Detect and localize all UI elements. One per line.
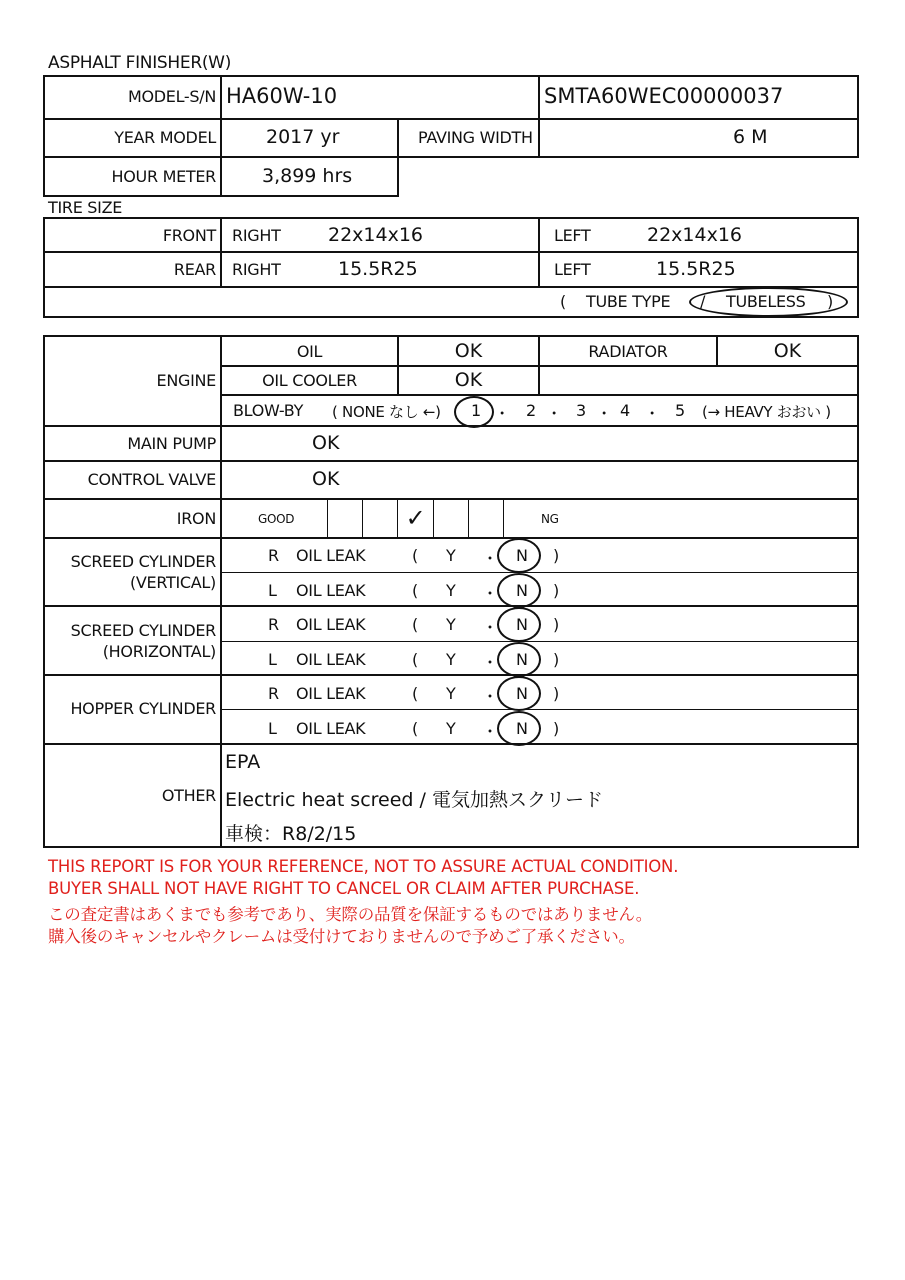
oil-leak-label: OIL LEAK: [296, 719, 366, 738]
leak-yes: Y: [446, 546, 456, 565]
blowby-level-5: 5: [675, 401, 685, 420]
blowby-label: BLOW-BY: [233, 401, 304, 420]
side-r: R: [268, 684, 279, 703]
paren-close: ): [553, 719, 559, 738]
oil-value: OK: [454, 340, 483, 362]
leak-dot: ・: [482, 618, 498, 637]
leak-no-selection-circle: [497, 538, 541, 573]
tube-type-sep: /: [700, 292, 706, 311]
tube-type-open: (: [560, 292, 566, 311]
leak-dot: ・: [482, 549, 498, 568]
leak-no: N: [516, 719, 528, 738]
hour-meter-value: 3,899 hrs: [262, 165, 353, 187]
rear-left-value: 15.5R25: [656, 258, 736, 280]
rear-label: REAR: [173, 260, 216, 279]
hour-meter-label: HOUR METER: [111, 167, 216, 186]
paren-open: (: [412, 684, 418, 703]
leak-dot: ・: [482, 584, 498, 603]
blowby-level-4: 4: [620, 401, 630, 420]
oil-cooler-label: OIL COOLER: [262, 371, 357, 390]
tubeless-selection-circle: [689, 287, 848, 317]
paren-close: ): [553, 615, 559, 634]
iron-check-mark: ✓: [405, 504, 426, 532]
oil-leak-label: OIL LEAK: [296, 615, 366, 634]
paren-open: (: [412, 615, 418, 634]
other-line: 車検：R8/2/15: [225, 823, 357, 845]
radiator-value: OK: [773, 340, 802, 362]
disclaimer-line: 購入後のキャンセルやクレームは受付けておりませんので予めご了承ください。: [48, 927, 635, 946]
disclaimer-line: この査定書はあくまでも参考であり、実際の品質を保証するものではありません。: [48, 905, 653, 924]
page-title: ASPHALT FINISHER(W): [48, 53, 232, 73]
leak-no: N: [516, 546, 528, 565]
side-r: R: [268, 615, 279, 634]
side-r: R: [268, 546, 279, 565]
paving-width-label: PAVING WIDTH: [418, 128, 533, 147]
oil-leak-label: OIL LEAK: [296, 546, 366, 565]
leak-no: N: [516, 581, 528, 600]
paren-open: (: [412, 719, 418, 738]
other-label: OTHER: [161, 786, 216, 805]
paren-close: ): [553, 684, 559, 703]
paving-width-value: 6 M: [733, 126, 768, 148]
front-right-value: 22x14x16: [328, 224, 424, 246]
cylinder-label: (VERTICAL): [129, 573, 216, 592]
blowby-dot: ・: [644, 404, 660, 423]
leak-dot: ・: [482, 722, 498, 741]
paren-open: (: [412, 581, 418, 600]
front-left-value: 22x14x16: [647, 224, 743, 246]
paren-close: ): [553, 546, 559, 565]
leak-no: N: [516, 615, 528, 634]
leak-no: N: [516, 684, 528, 703]
blowby-none: ( NONE なし ←): [332, 403, 441, 421]
leak-no-selection-circle: [497, 711, 541, 746]
year-model-label: YEAR MODEL: [114, 128, 216, 147]
engine-label: ENGINE: [156, 371, 216, 390]
side-l: L: [268, 581, 277, 600]
model-value: HA60W-10: [226, 84, 338, 108]
iron-label: IRON: [176, 509, 216, 528]
other-line: Electric heat screed / 電気加熱スクリード: [225, 789, 603, 811]
main-pump-label: MAIN PUMP: [127, 434, 216, 453]
control-valve-value: OK: [312, 468, 340, 490]
radiator-label: RADIATOR: [588, 342, 668, 361]
tire-size-label: TIRE SIZE: [48, 198, 123, 217]
oil-leak-label: OIL LEAK: [296, 650, 366, 669]
leak-no-selection-circle: [497, 573, 541, 608]
cylinder-label: SCREED CYLINDER: [70, 552, 216, 571]
leak-yes: Y: [446, 684, 456, 703]
cylinder-label: SCREED CYLINDER: [70, 621, 216, 640]
blowby-dot: ・: [546, 404, 562, 423]
oil-label: OIL: [296, 342, 323, 361]
leak-no-selection-circle: [497, 607, 541, 642]
oil-leak-label: OIL LEAK: [296, 684, 366, 703]
main-pump-value: OK: [312, 432, 340, 454]
iron-ng-label: NG: [541, 512, 559, 526]
paren-open: (: [412, 546, 418, 565]
leak-no-selection-circle: [497, 642, 541, 677]
model-sn-label: MODEL-S/N: [127, 87, 216, 106]
leak-yes: Y: [446, 719, 456, 738]
rear-right-label: RIGHT: [232, 260, 281, 279]
disclaimer-line: THIS REPORT IS FOR YOUR REFERENCE, NOT TO ASSURE ACTUAL CONDITION.: [48, 857, 679, 876]
year-model-value: 2017 yr: [266, 126, 340, 148]
blowby-heavy: (→ HEAVY おおい ): [702, 403, 831, 421]
side-l: L: [268, 650, 277, 669]
cylinder-label: HOPPER CYLINDER: [70, 699, 216, 718]
tubeless-option: TUBELESS: [726, 292, 806, 311]
leak-yes: Y: [446, 615, 456, 634]
paren-close: ): [553, 581, 559, 600]
rear-left-label: LEFT: [554, 260, 591, 279]
leak-no: N: [516, 650, 528, 669]
oil-leak-label: OIL LEAK: [296, 581, 366, 600]
serial-value: SMTA60WEC00000037: [544, 84, 784, 108]
cylinder-label: (HORIZONTAL): [102, 642, 216, 661]
tube-type-close: ): [827, 292, 833, 311]
front-right-label: RIGHT: [232, 226, 281, 245]
leak-yes: Y: [446, 650, 456, 669]
side-l: L: [268, 719, 277, 738]
tube-type-option: TUBE TYPE: [586, 292, 671, 311]
iron-good-label: GOOD: [258, 512, 295, 526]
front-left-label: LEFT: [554, 226, 591, 245]
leak-dot: ・: [482, 687, 498, 706]
disclaimer-line: BUYER SHALL NOT HAVE RIGHT TO CANCEL OR CLAIM AFTER PURCHASE.: [48, 879, 640, 898]
front-label: FRONT: [162, 226, 216, 245]
blowby-dot: ・: [494, 404, 510, 423]
blowby-selection-circle: [454, 396, 494, 428]
blowby-level-2: 2: [526, 401, 536, 420]
control-valve-label: CONTROL VALVE: [87, 470, 216, 489]
paren-open: (: [412, 650, 418, 669]
paren-close: ): [553, 650, 559, 669]
leak-yes: Y: [446, 581, 456, 600]
blowby-level-3: 3: [576, 401, 586, 420]
leak-no-selection-circle: [497, 676, 541, 711]
blowby-level-1: 1: [471, 401, 481, 420]
rear-right-value: 15.5R25: [338, 258, 418, 280]
blowby-dot: ・: [596, 404, 612, 423]
other-line: EPA: [225, 751, 261, 773]
leak-dot: ・: [482, 653, 498, 672]
oil-cooler-value: OK: [454, 369, 483, 391]
